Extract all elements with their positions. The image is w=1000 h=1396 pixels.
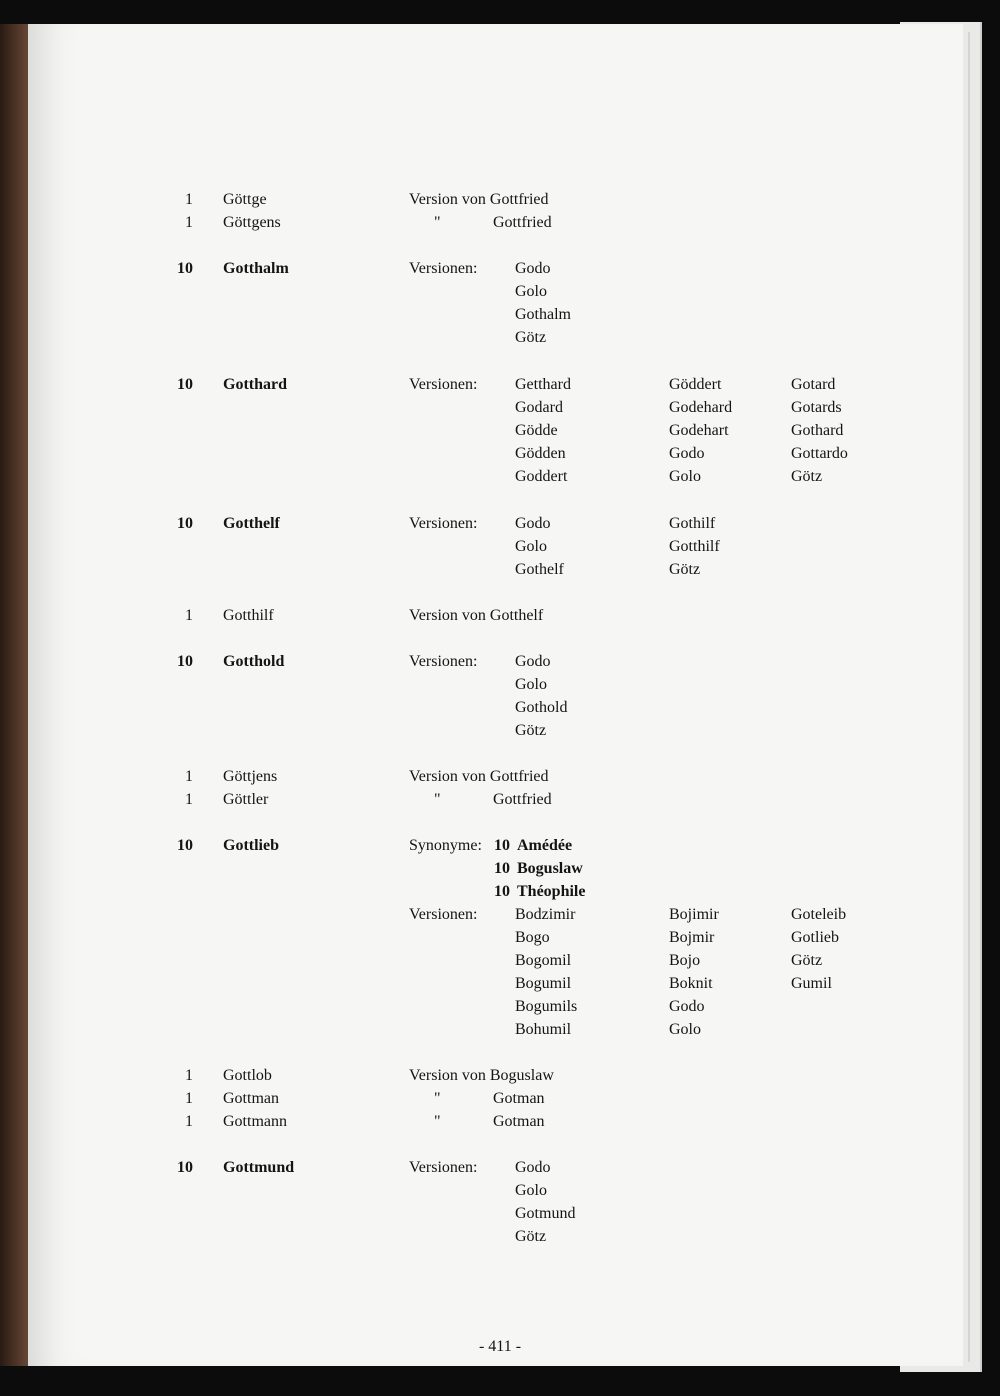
version-name: Götz bbox=[515, 329, 547, 346]
version-name: Boknit bbox=[669, 975, 713, 992]
entry-count: 1 bbox=[185, 214, 193, 231]
entry-name: Göttler bbox=[223, 791, 269, 808]
version-name: Gumil bbox=[791, 975, 832, 992]
entry-label: Versionen: bbox=[409, 260, 478, 277]
entry-version: Gotman bbox=[493, 1113, 545, 1130]
entry-version: Gottfried bbox=[493, 791, 552, 808]
version-name: Gothold bbox=[515, 699, 568, 716]
version-name: Gothard bbox=[791, 422, 844, 439]
version-name: Bodzimir bbox=[515, 906, 576, 923]
version-name: Götz bbox=[669, 561, 701, 578]
version-name: Golo bbox=[515, 283, 547, 300]
entry-label: Versionen: bbox=[409, 653, 478, 670]
version-name: Götz bbox=[791, 468, 823, 485]
version-name: Gotlieb bbox=[791, 929, 839, 946]
ditto-mark: " bbox=[434, 791, 441, 808]
version-name: Gotard bbox=[791, 376, 836, 393]
entry-name: Gotthold bbox=[223, 653, 285, 670]
version-name: Bogo bbox=[515, 929, 550, 946]
version-name: Godehard bbox=[669, 399, 733, 416]
entry-count: 1 bbox=[185, 1113, 193, 1130]
version-name: Golo bbox=[515, 676, 547, 693]
version-name: Bogomil bbox=[515, 952, 572, 969]
version-name: Gotards bbox=[791, 399, 842, 416]
entry-count: 10 bbox=[177, 1159, 193, 1176]
version-name: Götz bbox=[515, 722, 547, 739]
entry-name: Göttjens bbox=[223, 768, 278, 785]
entry-count: 10 bbox=[177, 515, 193, 532]
version-name: Godard bbox=[515, 399, 563, 416]
entry-label: Version von Gotthelf bbox=[409, 607, 544, 624]
version-name: Gothelf bbox=[515, 561, 564, 578]
version-name: Getthard bbox=[515, 376, 571, 393]
page-number: - 411 - bbox=[478, 1338, 522, 1355]
entry-count: 1 bbox=[185, 768, 193, 785]
entry-name: Gottlob bbox=[223, 1067, 272, 1084]
version-name: Goddert bbox=[515, 468, 568, 485]
version-name: Golo bbox=[669, 1021, 701, 1038]
version-name: Godo bbox=[515, 260, 551, 277]
version-name: Gotmund bbox=[515, 1205, 576, 1222]
version-name: Götz bbox=[791, 952, 823, 969]
synonym-count: 10 bbox=[494, 837, 510, 854]
version-name: Godo bbox=[669, 445, 705, 462]
version-name: Gödde bbox=[515, 422, 558, 439]
version-name: Golo bbox=[515, 538, 547, 555]
book-spine-edge bbox=[0, 24, 30, 1366]
version-name: Bojo bbox=[669, 952, 701, 969]
version-name: Göddert bbox=[669, 376, 722, 393]
synonym-count: 10 bbox=[494, 883, 510, 900]
version-name: Bogumil bbox=[515, 975, 572, 992]
entry-name: Gottlieb bbox=[223, 837, 279, 854]
entry-name: Gotthard bbox=[223, 376, 287, 393]
version-name: Gothilf bbox=[669, 515, 716, 532]
version-name: Godo bbox=[669, 998, 705, 1015]
entry-name: Gottmann bbox=[223, 1113, 287, 1130]
entry-version: Gotman bbox=[493, 1090, 545, 1107]
version-name: Godo bbox=[515, 653, 551, 670]
version-name: Godehart bbox=[669, 422, 729, 439]
version-name: Godo bbox=[515, 515, 551, 532]
entry-count: 1 bbox=[185, 791, 193, 808]
version-name: Bojimir bbox=[669, 906, 719, 923]
entry-label: Versionen: bbox=[409, 376, 478, 393]
version-name: Godo bbox=[515, 1159, 551, 1176]
entry-count: 1 bbox=[185, 191, 193, 208]
entry-label: Version von Boguslaw bbox=[409, 1067, 554, 1084]
entry-count: 10 bbox=[177, 837, 193, 854]
entry-name: Gotthelf bbox=[223, 515, 280, 532]
entry-label: Version von Gottfried bbox=[409, 191, 549, 208]
version-name: Gottardo bbox=[791, 445, 848, 462]
ditto-mark: " bbox=[434, 1090, 441, 1107]
entry-count: 10 bbox=[177, 260, 193, 277]
entry-name: Gotthalm bbox=[223, 260, 289, 277]
entry-label: Versionen: bbox=[409, 515, 478, 532]
synonym-name: Théophile bbox=[517, 883, 586, 900]
entry-name: Göttge bbox=[223, 191, 267, 208]
entry-count: 1 bbox=[185, 1067, 193, 1084]
ditto-mark: " bbox=[434, 214, 441, 231]
entry-name: Gotthilf bbox=[223, 607, 274, 624]
version-name: Gothalm bbox=[515, 306, 571, 323]
entry-count: 1 bbox=[185, 1090, 193, 1107]
synonym-name: Amédée bbox=[517, 837, 573, 854]
entry-count: 1 bbox=[185, 607, 193, 624]
synonym-name: Boguslaw bbox=[517, 860, 583, 877]
version-name: Goteleib bbox=[791, 906, 847, 923]
version-name: Bohumil bbox=[515, 1021, 572, 1038]
entry-label: Versionen: bbox=[409, 1159, 478, 1176]
entry-label: Versionen: bbox=[409, 906, 478, 923]
version-name: Gödden bbox=[515, 445, 566, 462]
version-name: Bojmir bbox=[669, 929, 715, 946]
entry-count: 10 bbox=[177, 653, 193, 670]
version-name: Gotthilf bbox=[669, 538, 720, 555]
entry-count: 10 bbox=[177, 376, 193, 393]
entry-name: Gottman bbox=[223, 1090, 279, 1107]
version-name: Götz bbox=[515, 1228, 547, 1245]
version-name: Golo bbox=[515, 1182, 547, 1199]
entry-label: Version von Gottfried bbox=[409, 768, 549, 785]
entry-label: Synonyme: bbox=[409, 837, 482, 854]
entry-name: Göttgens bbox=[223, 214, 281, 231]
synonym-count: 10 bbox=[494, 860, 510, 877]
version-name: Bogumils bbox=[515, 998, 578, 1015]
entry-name: Gottmund bbox=[223, 1159, 295, 1176]
entry-version: Gottfried bbox=[493, 214, 552, 231]
version-name: Golo bbox=[669, 468, 701, 485]
ditto-mark: " bbox=[434, 1113, 441, 1130]
